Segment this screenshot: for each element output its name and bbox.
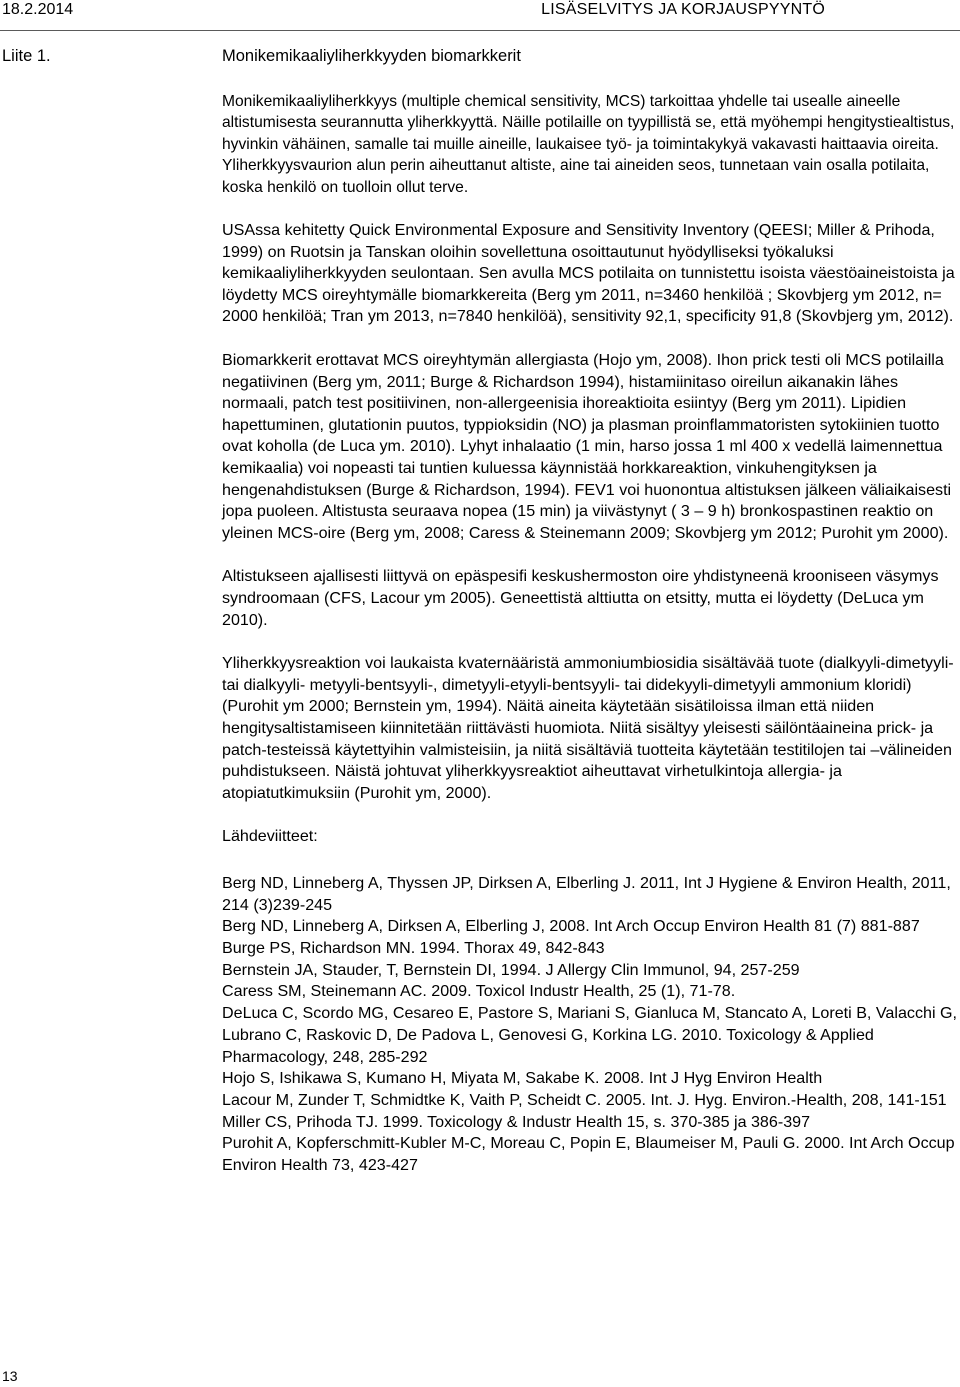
reference-item: Bernstein JA, Stauder, T, Bernstein DI, 1994. J Allergy Clin Immunol, 94, 257-259 (222, 960, 800, 979)
reference-item: Berg ND, Linneberg A, Dirksen A, Elberling J, 2008. Int Arch Occup Environ Health 81 (7) 881-887 (222, 917, 920, 936)
reference-item: Lacour M, Zunder T, Schmidtke K, Vaith P, Scheidt C. 2005. Int. J. Hyg. Environ.-Health, 208, 141-151 Miller CS, Prihoda TJ. 1999. Toxicology & Industr Health 15, s. 370-385 ja 386-397 (222, 1090, 947, 1131)
paragraph-biomarkers: Biomarkkerit erottavat MCS oireyhtymän allergiasta (Hojo ym, 2008). Ihon prick testi oli MCS potilailla negatiivinen (Berg ym, 2011; Burge & Richardson 1994), histamiinitaso oireilun aikanakin lähes normaali, patch test positiivinen, non-allergeenisia ihoreaktioita esiintyy (Berg ym 2011). Lipidien hapettuminen, glutationin puutos, typpioksidin (NO) ja plasman proinflammatoristen sytokiinien tuotto ovat koholla (de Luca ym. 2010). Lyhyt inhalaatio (1 min, harso jossa 1 ml 400 x vedellä laimennettua kemikaalia) voi nopeasti tai tuntien kuluessa käynnistää horkkareaktion, vinkuhengityksen ja hengenahdistuksen (Burge & Richardson, 1994). FEV1 voi huonontua altistuksen jälkeen väliaikaisesti jopa puoleen. Altistusta seuraava nopea (15 min) ja viivästynyt ( 3 – 9 h) bronkospastinen reaktio on yleinen MCS-oire (Berg ym, 2008; Caress & Steinemann 2009; Skovbjerg ym 2012; Purohit ym 2000). (222, 351, 952, 542)
reference-item: DeLuca C, Scordo MG, Cesareo E, Pastore S, Mariani S, Gianluca M, Stancato A, Loreti B, Valacchi G, Lubrano C, Raskovic D, De Padova L, Genovesi G, Korkina LG. 2010. Toxicology & Applied Pharmacology, 248, 285-292 (222, 1004, 957, 1066)
header-divider (0, 30, 960, 31)
reference-item: Burge PS, Richardson MN. 1994. Thorax 49, 842-843 (222, 938, 605, 957)
header-date: 18.2.2014 (2, 1, 74, 18)
reference-item: Hojo S, Ishikawa S, Kumano H, Miyata M, Sakabe K. 2008. Int J Hyg Environ Health (222, 1069, 823, 1088)
document-body (222, 91, 960, 1177)
paragraph-cfs: Altistukseen ajallisesti liittyvä on epäspesifi keskushermoston oire yhdistyneenä krooniseen väsymys syndroomaan (CFS, Lacour ym 2005). Geneettistä alttiutta on etsitty, mutta ei löydetty (DeLuca ym 2010). (222, 567, 939, 629)
paragraph-qeesi: USAssa kehitetty Quick Environmental Exposure and Sensitivity Inventory (QEESI; Miller & Prihoda, 1999) on Ruotsin ja Tanskan oloihin sovellettuna osoittautunut hyödylliseksi työkaluksi kemikaaliyliherkkyyden seulontaan. Sen avulla MCS potilaita on tunnistettu isoista väestöaineistoista ja löydetty MCS oireyhtymälle biomarkkereita (Berg ym 2011, n=3460 henkilöä ; Skovbjerg ym 2012, n= 2000 henkilöä; Tran ym 2013, n=7840 henkilöä), sensitivity 92,1, specificity 91,8 (Skovbjerg ym, 2012). (222, 221, 955, 326)
reference-item: Berg ND, Linneberg A, Thyssen JP, Dirksen A, Elberling J. 2011, Int J Hygiene & Environ Health, 2011, 214 (3)239-245 (222, 873, 951, 914)
reference-item: Purohit A, Kopferschmitt-Kubler M-C, Moreau C, Popin E, Blaumeiser M, Pauli G. 2000. Int Arch Occup Environ Health 73, 423-427 (222, 1134, 955, 1175)
appendix-label: Liite 1. (2, 47, 51, 65)
reference-item: Caress SM, Steinemann AC. 2009. Toxicol Industr Health, 25 (1), 71-78. (222, 982, 736, 1001)
appendix-title: Monikemikaaliyliherkkyyden biomarkkerit (222, 47, 521, 65)
paragraph-mcs-definition: Monikemikaaliyliherkkyys (multiple chemical sensitivity, MCS) tarkoittaa yhdelle tai usealle aineelle altistumisesta seurannutta yliherkkyyttä. Näille potilaille on tyypillistä se, että myöhempi hengitystiealtistus, hyvinkin vähäinen, samalle tai muille aineille, laukaisee työ- ja toimintakykyä vakavasti haittaavia oireita. Yliherkkyysvaurion alun perin aiheuttanut altiste, aine tai aineiden seos, tunnetaan vain osalla potilaita, koska henkilö on tuolloin ollut terve. (222, 93, 955, 196)
paragraph-ammonium-biocides: Yliherkkyysreaktion voi laukaista kvaternääristä ammoniumbiosidia sisältävää tuote (dialkyyli-dimetyyli- tai dialkyyli- metyyli-bentsyyli-, dimetyyli-etyyli-bentsyyli- tai didekyyli-dimetyyli ammonium kloridi) (Purohit ym 2000; Bernstein ym, 1994). Näitä aineita käytetään sisätiloissa ilman että niiden hengitysaltistamiseen kiinnitetään riittävästi huomiota. Niitä sisältyy yleisesti säilöntäaineina prick- ja patch-testeissä käytettyihin valmisteisiin, ja niitä sisältäviä tuotteita käytetään testitilojen tai –välineiden puhdistukseen. Näistä johtuvat yliherkkyysreaktiot aiheuttavat virhetulkintoja allergia- ja atopiatutkimuksiin (Purohit ym, 2000). (222, 654, 954, 802)
page-number: 13 (2, 1368, 18, 1384)
references-heading: Lähdeviitteet: (222, 827, 318, 846)
header-title: LISÄSELVITYS JA KORJAUSPYYNTÖ (541, 1, 825, 18)
reference-list (222, 873, 960, 1177)
